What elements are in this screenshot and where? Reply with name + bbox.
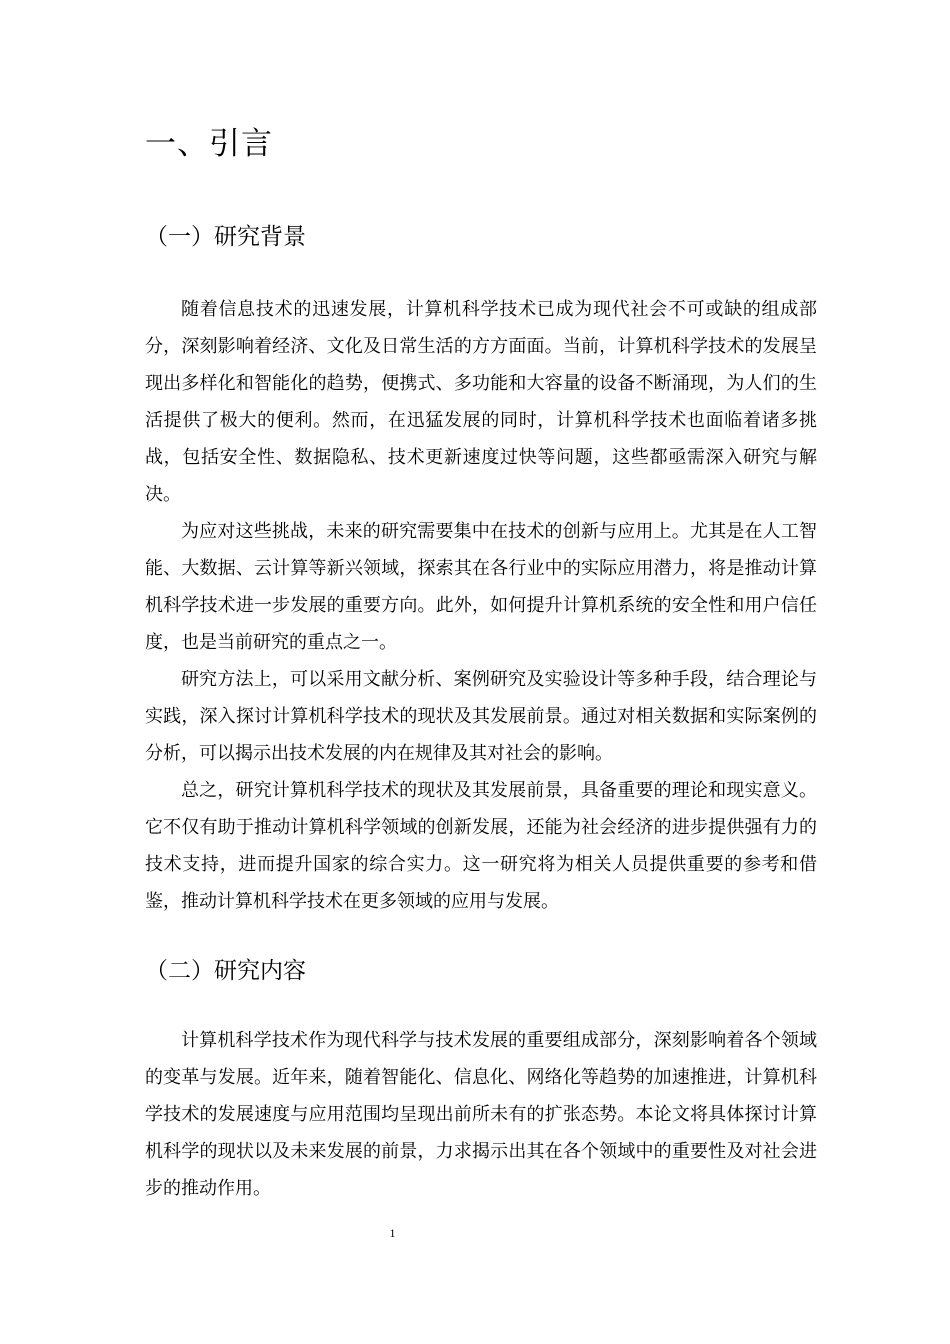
chapter-heading: 一、引言 — [145, 126, 273, 162]
section-background-body — [145, 291, 817, 920]
paragraph: 随着信息技术的迅速发展，计算机科学技术已成为现代社会不可或缺的组成部分，深刻影响着经济、文化及日常生活的方方面面。当前，计算机科学技术的发展呈现出多样化和智能化的趋势，便携式、多功能和大容量的设备不断涌现，为人们的生活提供了极大的便利。然而，在迅猛发展的同时，计算机科学技术也面临着诸多挑战，包括安全性、数据隐私、技术更新速度过快等问题，这些都亟需深入研究与解决。 — [145, 299, 817, 505]
section-content-body — [145, 1022, 817, 1207]
section-heading-background: （一）研究背景 — [145, 224, 306, 250]
page-number: 1 — [389, 1226, 396, 1240]
paragraph: 研究方法上，可以采用文献分析、案例研究及实验设计等多种手段，结合理论与实践，深入探讨计算机科学技术的现状及其发展前景。通过对相关数据和实际案例的分析，可以揭示出技术发展的内在规律及其对社会的影响。 — [145, 669, 817, 764]
paragraph: 为应对这些挑战，未来的研究需要集中在技术的创新与应用上。尤其是在人工智能、大数据、云计算等新兴领域，探索其在各行业中的实际应用潜力，将是推动计算机科学技术进一步发展的重要方向。此外，如何提升计算机系统的安全性和用户信任度，也是当前研究的重点之一。 — [145, 521, 817, 653]
paragraph: 总之，研究计算机科学技术的现状及其发展前景，具备重要的理论和现实意义。它不仅有助于推动计算机科学领域的创新发展，还能为社会经济的进步提供强有力的技术支持，进而提升国家的综合实力。这一研究将为相关人员提供重要的参考和借鉴，推动计算机科学技术在更多领域的应用与发展。 — [145, 780, 817, 912]
paragraph: 计算机科学技术作为现代科学与技术发展的重要组成部分，深刻影响着各个领域的变革与发展。近年来，随着智能化、信息化、网络化等趋势的加速推进，计算机科学技术的发展速度与应用范围均呈现出前所未有的扩张态势。本论文将具体探讨计算机科学的现状以及未来发展的前景，力求揭示出其在各个领域中的重要性及对社会进步的推动作用。 — [145, 1030, 817, 1199]
section-heading-content: （二）研究内容 — [145, 958, 306, 984]
